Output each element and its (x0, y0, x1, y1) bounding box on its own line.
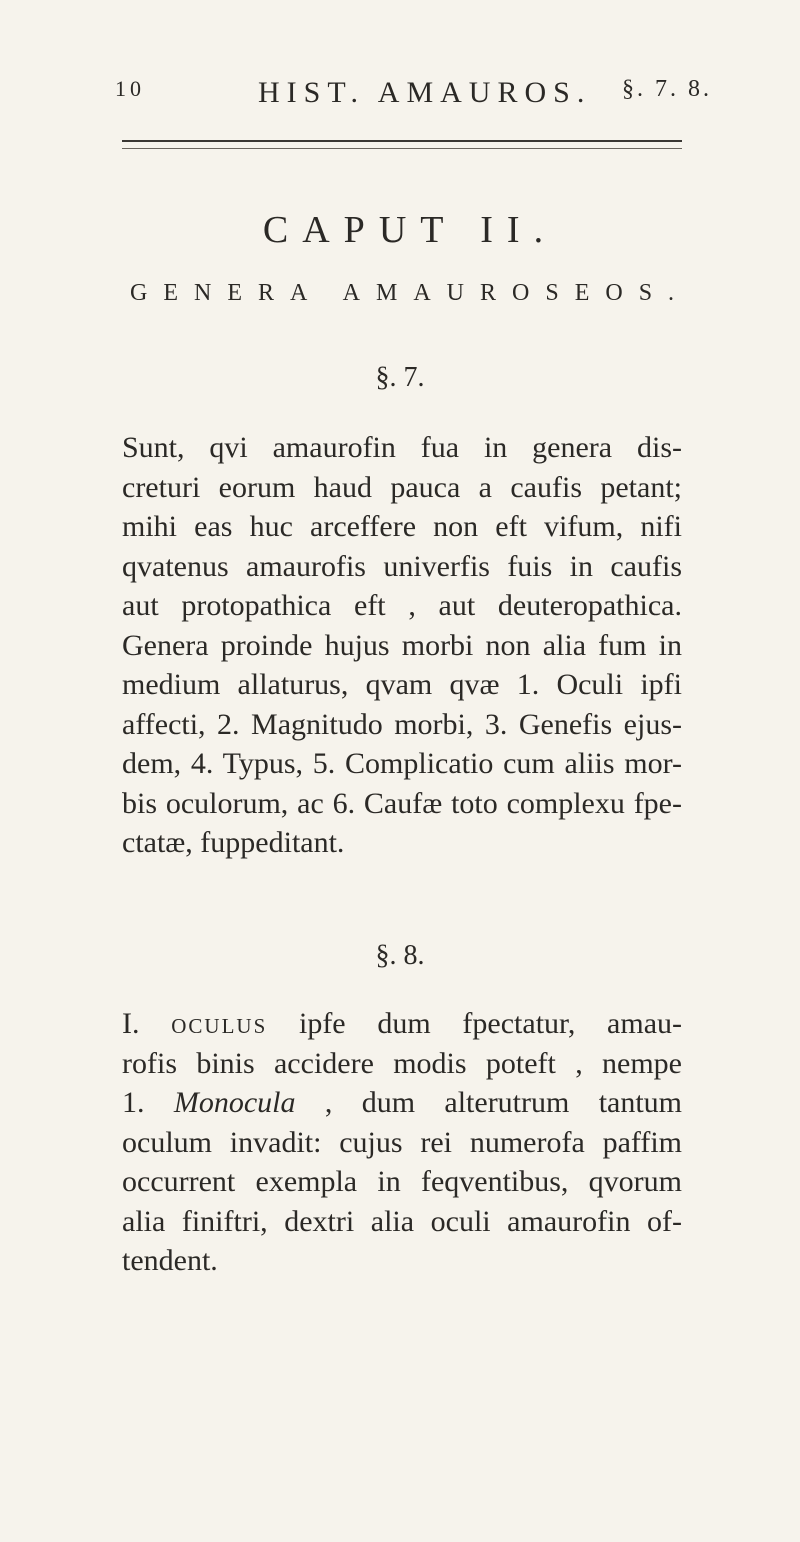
text-line: alia finiftri, dextri alia oculi amaurofin of- (122, 1204, 682, 1238)
item-number: 1. (122, 1086, 145, 1119)
header-rule (122, 140, 682, 149)
text-line: medium allaturus, qvam qvæ 1. Oculi ipfi (122, 668, 682, 701)
text-line: ctatæ, fuppeditant. (122, 826, 345, 859)
running-head (0, 76, 800, 116)
page-number: 10 (115, 76, 145, 101)
chapter-subtitle: GENERA AMAUROSEOS. (130, 280, 691, 306)
chapter-heading: CAPUT II. (262, 209, 558, 251)
text-line: bis oculorum, ac 6. Caufæ toto complexu fpe- (122, 786, 682, 820)
text-line: affecti, 2. Magnitudo morbi, 3. Genefis ejus- (122, 707, 682, 741)
running-title: HIST. AMAUROS. (258, 76, 592, 109)
text-line: oculum invadit: cujus rei numerofa paffim (122, 1125, 682, 1159)
text-line: Genera proinde hujus morbi non alia fum in (122, 628, 682, 662)
paragraph-section-8 (122, 1004, 682, 1281)
text-line: Sunt, qvi amaurofin fua in genera dis- (122, 431, 682, 464)
section-mark-8: §. 8. (375, 940, 425, 971)
line-text: , dum alterutrum tantum (324, 1086, 683, 1119)
text-line (122, 1083, 682, 1123)
text-line: aut protopathica eft , aut deuteropathica. (122, 589, 682, 622)
line-text: ipfe dum fpectatur, amau- (298, 1007, 683, 1040)
text-line: qvatenus amaurofis univerfis fuis in caufis (122, 549, 682, 583)
text-line: creturi eorum haud pauca a caufis petant; (122, 470, 682, 504)
text-line (122, 1004, 682, 1044)
smallcaps-term: oculus (171, 1007, 268, 1040)
text-line: rofis binis accidere modis poteft , nempe (122, 1046, 682, 1080)
section-mark-7: §. 7. (375, 362, 425, 393)
text-line: mihi eas huc arceffere non eft vifum, nifi (122, 510, 682, 543)
text-line: tendent. (122, 1244, 218, 1277)
text-line: occurrent exempla in feqventibus, qvorum (122, 1165, 682, 1198)
list-number: I. (122, 1007, 140, 1040)
section-reference: §. 7. 8. (622, 76, 712, 102)
paragraph-section-7 (122, 428, 682, 863)
italic-term: Monocula (173, 1086, 296, 1119)
text-line: dem, 4. Typus, 5. Complicatio cum aliis mor- (122, 747, 682, 780)
